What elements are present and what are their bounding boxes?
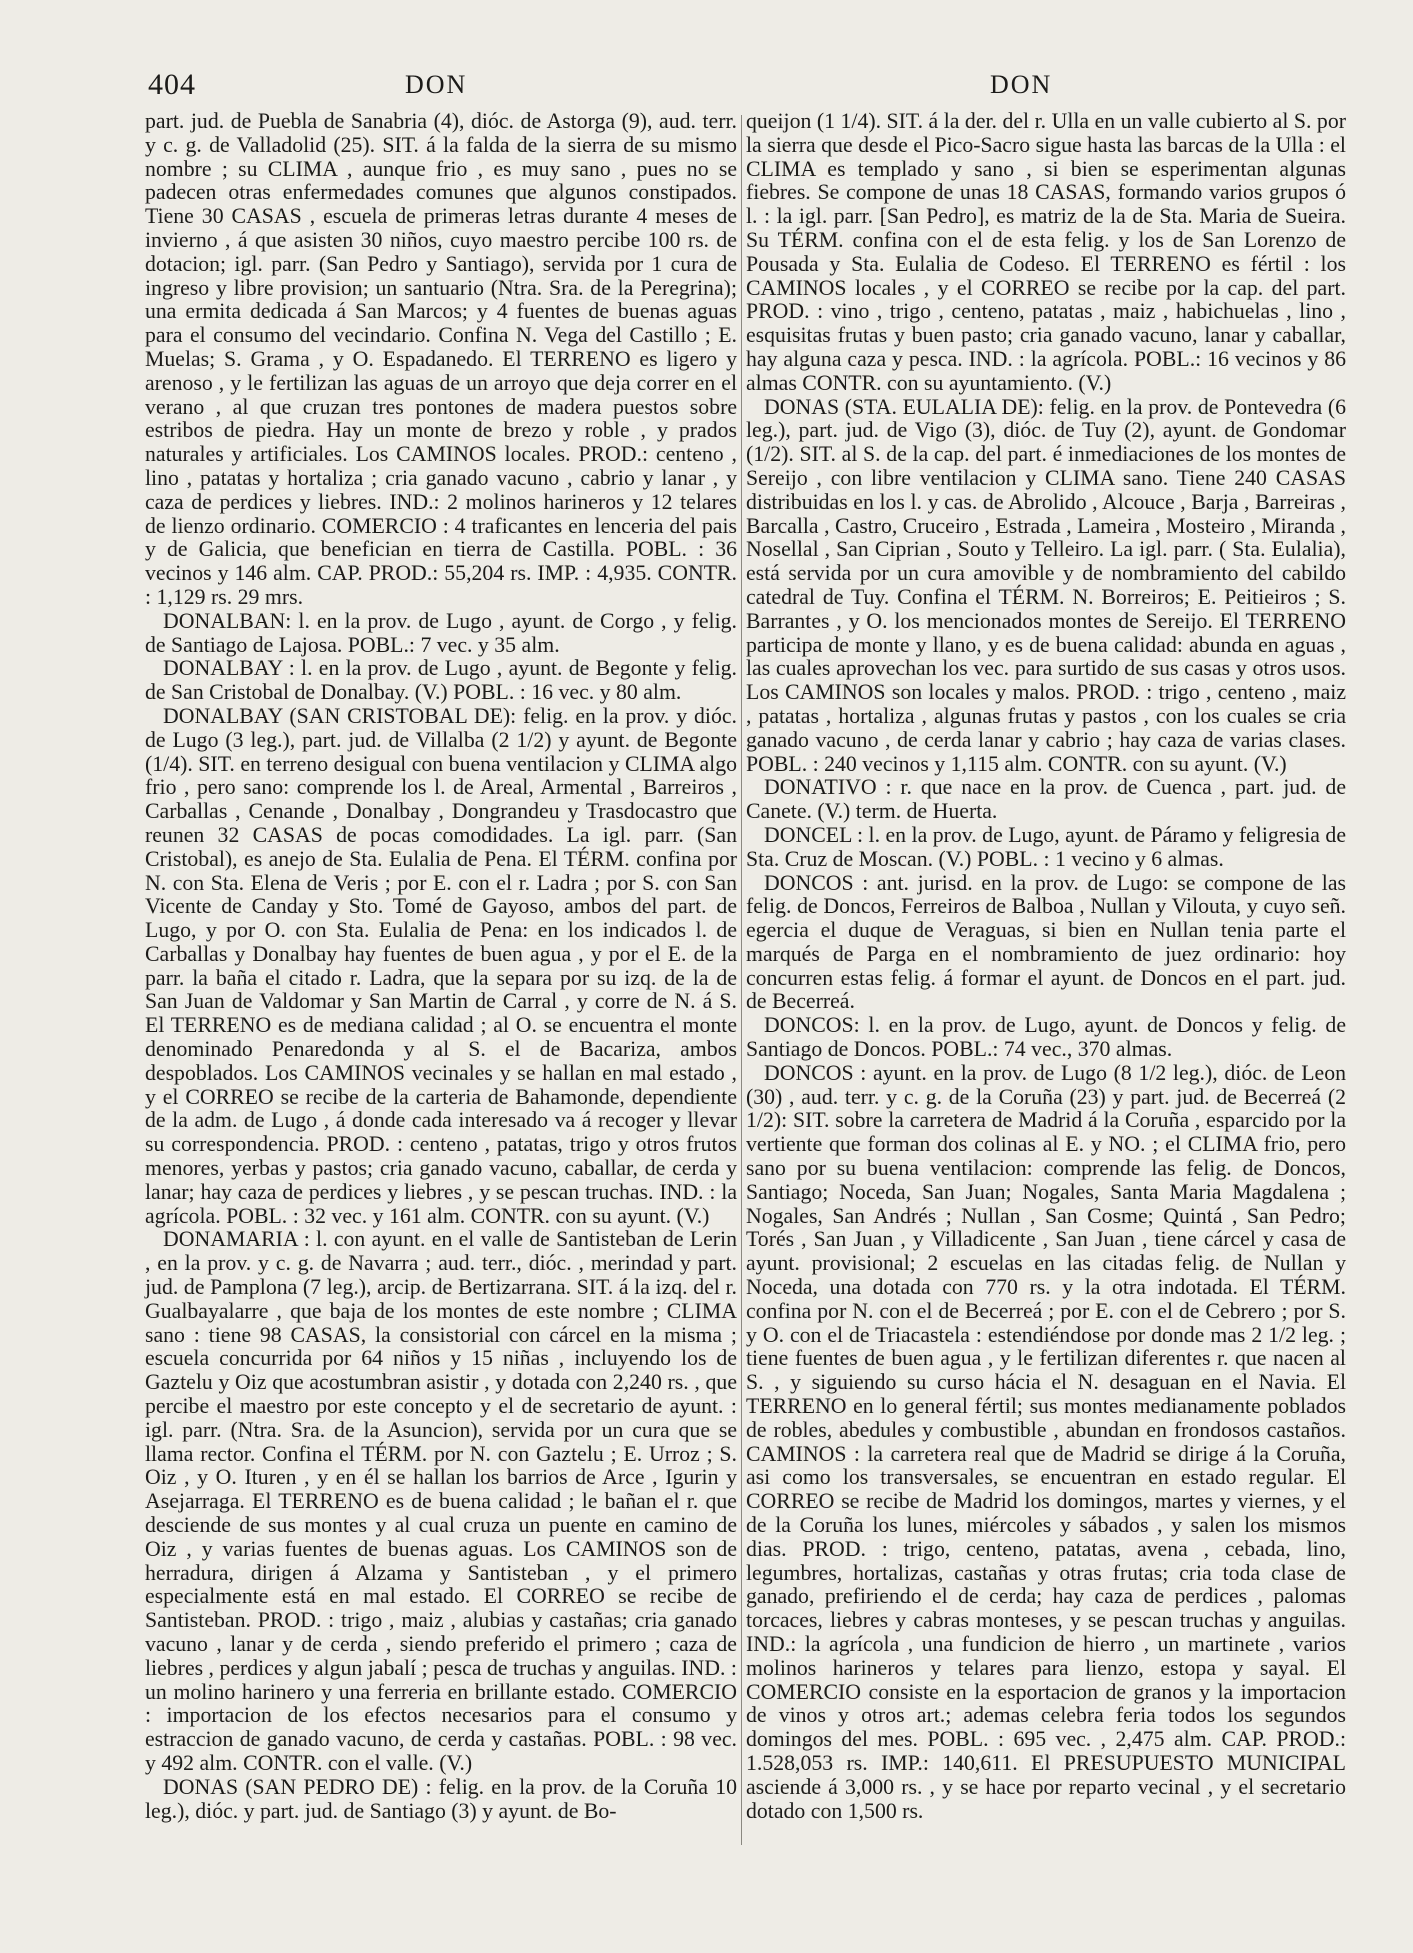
entry-paragraph: DONAMARIA : l. con ayunt. en el valle de Santisteban de Lerin , en la prov. y c. g. de Navarra ; aud. terr., dióc. , merindad y part. jud. de Pamplona (7 leg.), arcip. de Bertizarrana. SIT. á la izq. del r. Gualbayalarre , que baja de los montes de este nombre ; CLIMA sano : tiene 98 CASAS, la consistorial con cárcel en la misma ; escuela concurrida por 64 niños y 15 niñas , incluyendo los de Gaztelu y Oiz que acostumbran asistir , y dotada con 2,240 rs. , que percibe el maestro por este concepto y el de secretario de ayunt. : igl. parr. (Ntra. Sra. de la Asuncion), servida por un cura que se llama rector. Confina el TÉRM. por N. con Gaztelu ; E. Urroz ; S. Oiz , y O. Ituren , y en él se hallan los barrios de Arce , Igurin y Asejarraga. El TERRENO es de buena calidad ; le bañan el r. que desciende de sus montes y al cual cruza un puente en camino de Oiz , y varias fuentes de buenas aguas. Los CAMINOS son de herradura, dirigen á Alzama y Santisteban , y el primero especialmente está en mal estado. El CORREO se recibe de Santisteban. PROD. : trigo , maiz , alubias y castañas; cria ganado vacuno , lanar y de cerda , siendo preferido el primero ; caza de liebres , perdices y algun jabalí ; pesca de truchas y anguilas. IND. : un molino harinero y una ferreria en brillante estado. COMERCIO : importacion de los efectos necesarios para el consumo y estraccion de ganado vacuno, de cerda y castañas. POBL. : 98 vec. y 492 alm. CONTR. con el valle. (V.) (145, 1227, 737, 1775)
entry-paragraph: DONALBAY : l. en la prov. de Lugo , ayunt. de Begonte y felig. de San Cristobal de Donalbay. (V.) POBL. : 16 vec. y 80 alm. (145, 656, 737, 705)
entry-paragraph: DONAS (SAN PEDRO DE) : felig. en la prov. de la Coruña 10 leg.), dióc. y part. jud. de Santiago (3) y ayunt. de Bo- (145, 1774, 737, 1823)
entry-paragraph: DONCOS : ant. jurisd. en la prov. de Lugo: se compone de las felig. de Doncos, Ferreiros de Balboa , Nullan y Vilouta, y cuyo señ. egercia el duque de Veraguas, si bien en Nullan tenia parte el marqués de Parga en el nombramiento de juez ordinario: hoy concurren estas felig. á formar el ayunt. de Doncos en el part. jud. de Becerreá. (746, 870, 1346, 1014)
entry-paragraph: part. jud. de Puebla de Sanabria (4), dióc. de Astorga (9), aud. terr. y c. g. de Valladolid (25). SIT. á la falda de la sierra de su mismo nombre ; su CLIMA , aunque frio , es muy sano , pues no se padecen otras enfermedades comunes que algunos constipados. Tiene 30 CASAS , escuela de primeras letras durante 4 meses de invierno , á que asisten 30 niños, cuyo maestro percibe 100 rs. de dotacion; igl. parr. (San Pedro y Santiago), servida por 1 cura de ingreso y libre provision; un santuario (Ntra. Sra. de la Peregrina); una ermita dedicada á San Marcos; y 4 fuentes de buenas aguas para el consumo del vecindario. Confina N. Vega del Castillo ; E. Muelas; S. Grama , y O. Espadanedo. El TERRENO es ligero y arenoso , y le fertilizan las aguas de un arroyo que deja correr en el verano , al que cruzan tres pontones de madera puestos sobre estribos de piedra. Hay un monte de brezo y roble , y prados naturales y artificiales. Los CAMINOS locales. PROD.: centeno , lino , patatas y hortaliza ; cria ganado vacuno , cabrio y lanar , y caza de perdices y liebres. IND.: 2 molinos harineros y 12 telares de lienzo ordinario. COMERCIO : 4 traficantes en lenceria del pais y de Galicia, que benefician en tierra de Castilla. POBL. : 36 vecinos y 146 alm. CAP. PROD.: 55,204 rs. IMP. : 4,935. CONTR. : 1,129 rs. 29 mrs. (145, 109, 737, 609)
entry-paragraph: queijon (1 1/4). SIT. á la der. del r. Ulla en un valle cubierto al S. por la sierra que desde el Pico-Sacro sigue hasta las barcas de la Ulla : el CLIMA es templado y sano , si bien se esperimentan algunas fiebres. Se compone de unas 18 CASAS, formando varios grupos ó l. : la igl. parr. [San Pedro], es matriz de la de Sta. Maria de Sueira. Su TÉRM. confina con el de esta felig. y los de San Lorenzo de Pousada y Sta. Eulalia de Codeso. El TERRENO es fértil : los CAMINOS locales , y el CORREO se recibe por la cap. del part. PROD. : vino , trigo , centeno, patatas , maiz , habichuelas , lino , esquisitas frutas y buen pasto; cria ganado vacuno, lanar y caballar, hay alguna caza y pesca. IND. : la agrícola. POBL.: 16 vecinos y 86 almas CONTR. con su ayuntamiento. (V.) (746, 109, 1346, 395)
entry-paragraph: DONCOS : ayunt. en la prov. de Lugo (8 1/2 leg.), dióc. de Leon (30) , aud. terr. y c. g. de la Coruña (23) y part. jud. de Becerreá (2 1/2): SIT. sobre la carretera de Madrid á la Coruña , esparcido por la vertiente que forman dos colinas al E. y NO. ; el CLIMA frio, pero sano por su buena ventilacion: comprende las felig. de Doncos, Santiago; Noceda, San Juan; Nogales, Santa Maria Magdalena ; Nogales, San Andrés ; Nullan , San Cosme; Quintá , San Pedro; Torés , San Juan , y Villadicente , San Juan , tiene cárcel y casa de ayunt. provisional; 2 escuelas en las citadas felig. de Nullan y Noceda, una dotada con 770 rs. y la otra indotada. El TÉRM. confina por N. con el de Becerreá ; por E. con el de Cebrero ; por S. y O. con el de Triacastela : estendiéndose por donde mas 2 1/2 leg. ; tiene fuentes de buen agua , y le fertilizan diferentes r. que nacen al S. , y siguiendo su curso hácia el N. desaguan en el Navia. El TERRENO en lo general fértil; sus montes medianamente poblados de robles, abedules y combustible , abundan en frondosos castaños. CAMINOS : la carretera real que de Madrid se dirige á la Coruña, asi como los transversales, se encuentran en estado regular. El CORREO se recibe de Madrid los domingos, martes y viernes, y el de la Coruña los lunes, miércoles y sábados , y salen los mismos dias. PROD. : trigo, centeno, patatas, avena , cebada, lino, legumbres, hortalizas, castañas y otras frutas; cria toda clase de ganado, prefiriendo el de cerda; hay caza de perdices , palomas torcaces, liebres y cabras monteses, y se pescan truchas y anguilas. IND.: la agrícola , una fundicion de hierro , un martinete , varios molinos harineros y telares para lienzo, estopa y sayal. El COMERCIO consiste en la esportacion de granos y la importacion de vinos y otros art.; ademas celebra feria todos los segundos domingos del mes. POBL. : 695 vec. , 2,475 alm. CAP. PROD.: 1.528,053 rs. IMP.: 140,611. El PRESUPUESTO MUNICIPAL asciende á 3,000 rs. , y se hace por reparto vecinal , y el secretario dotado con 1,500 rs. (746, 1060, 1346, 1823)
page-number: 404 (148, 68, 196, 101)
entry-paragraph: DONCOS: l. en la prov. de Lugo, ayunt. de Doncos y felig. de Santiago de Doncos. POBL.: 74 vec., 370 almas. (746, 1013, 1346, 1062)
running-head-right: DON (990, 70, 1053, 99)
right-column (746, 110, 1346, 1823)
entry-paragraph: DONATIVO : r. que nace en la prov. de Cuenca , part. jud. de Canete. (V.) term. de Huerta. (746, 775, 1346, 824)
entry-paragraph: DONALBAY (SAN CRISTOBAL DE): felig. en la prov. y dióc. de Lugo (3 leg.), part. jud. de Villalba (2 1/2) y ayunt. de Begonte (1/4). SIT. en terreno desigual con buena ventilacion y CLIMA algo frio , pero sano: comprende los l. de Areal, Armental , Barreiros , Carballas , Cenande , Donalbay , Dongrandeu y Trasdocastro que reunen 32 CASAS de pocas comodidades. La igl. parr. (San Cristobal), es anejo de Sta. Eulalia de Pena. El TÉRM. confina por N. con Sta. Elena de Veris ; por E. con el r. Ladra ; por S. con San Vicente de Canday y Sto. Tomé de Gayoso, ambos del part. de Lugo, y por O. con Sta. Eulalia de Pena: en los indicados l. de Carballas y Donalbay hay fuentes de buen agua , y por el E. de la parr. la baña el citado r. Ladra, que la separa por su izq. de la de San Juan de Valdomar y San Martin de Carral , y corre de N. á S. El TERRENO es de mediana calidad ; al O. se encuentra el monte denominado Penaredonda y al S. el de Bacariza, ambos despoblados. Los CAMINOS vecinales y se hallan en mal estado , y el CORREO se recibe de la carteria de Bahamonde, dependiente de la adm. de Lugo , á donde cada interesado va á recoger y llevar su correspondencia. PROD. : centeno , patatas, trigo y otros frutos menores, yerbas y pastos; cria ganado vacuno, caballar, de cerda y lanar; hay caza de perdices y liebres , y se pescan truchas. IND. : la agrícola. POBL. : 32 vec. y 161 alm. CONTR. con su ayunt. (V.) (145, 703, 737, 1228)
left-column (145, 110, 737, 1823)
entry-paragraph: DONALBAN: l. en la prov. de Lugo , ayunt. de Corgo , y felig. de Santiago de Lajosa. POBL.: 7 vec. y 35 alm. (145, 608, 737, 657)
running-head-left: DON (405, 70, 468, 99)
column-divider (741, 115, 742, 1845)
entry-paragraph: DONCEL : l. en la prov. de Lugo, ayunt. de Páramo y feligresia de Sta. Cruz de Moscan. (V.) POBL. : 1 vecino y 6 almas. (746, 822, 1346, 871)
entry-paragraph: DONAS (STA. EULALIA DE): felig. en la prov. de Pontevedra (6 leg.), part. jud. de Vigo (3), dióc. de Tuy (2), ayunt. de Gondomar (1/2). SIT. al S. de la cap. del part. é inmediaciones de los montes de Sereijo , con libre ventilacion y CLIMA sano. Tiene 240 CASAS distribuidas en los l. y cas. de Abrolido , Alcouce , Barja , Barreiras , Barcalla , Castro, Cruceiro , Estrada , Lameira , Mosteiro , Miranda , Nosellal , San Ciprian , Souto y Telleiro. La igl. parr. ( Sta. Eulalia), está servida por un cura amovible y de nombramiento del cabildo catedral de Tuy. Confina el TÉRM. N. Borreiros; E. Peitieiros ; S. Barrantes , y O. los mencionados montes de Sereijo. El TERRENO participa de monte y llano, y es de buena calidad: abunda en aguas , las cuales aprovechan los vec. para surtido de sus casas y otros usos. Los CAMINOS son locales y malos. PROD. : trigo , centeno , maiz , patatas , hortaliza , algunas frutas y pastos , con los cuales se cria ganado vacuno , de cerda lanar y cabrio ; hay caza de varias clases. POBL. : 240 vecinos y 1,115 alm. CONTR. con su ayunt. (V.) (746, 394, 1346, 776)
